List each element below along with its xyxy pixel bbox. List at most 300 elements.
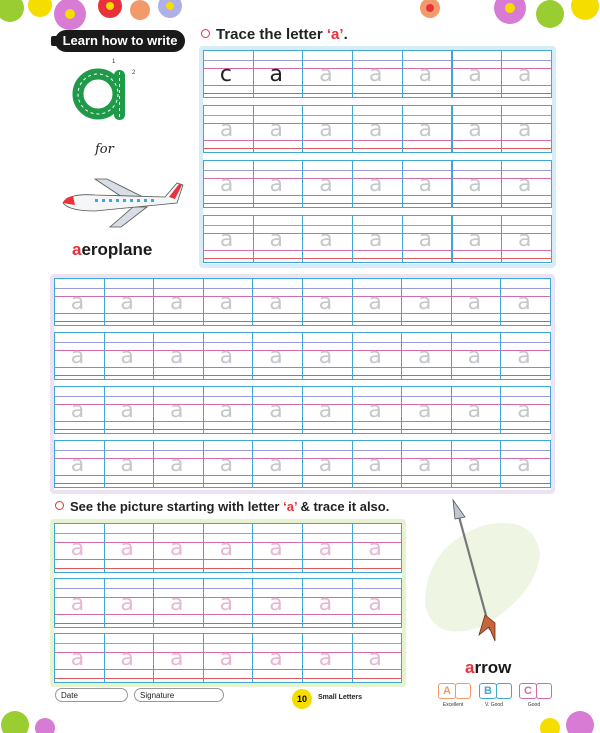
trace-cell[interactable] (302, 50, 353, 98)
trace-cell[interactable] (401, 386, 452, 434)
ghost-letter: a (418, 117, 433, 143)
guide-line (501, 396, 550, 397)
guide-line (453, 148, 502, 149)
ghost-letter: a (467, 290, 482, 316)
ghost-letter: a (467, 398, 482, 424)
guide-line (353, 93, 402, 94)
trace-cell[interactable] (153, 633, 204, 683)
guide-line (303, 225, 352, 226)
guide-line (204, 203, 253, 204)
trace-cell[interactable] (352, 332, 403, 380)
guide-line (502, 170, 551, 171)
guide-line (204, 321, 253, 322)
ghost-letter: a (417, 344, 432, 370)
ghost-letter: a (417, 452, 432, 478)
trace-cell[interactable] (153, 278, 204, 326)
guide-line (453, 258, 502, 259)
ghost-letter: a (368, 344, 382, 370)
trace-cell[interactable] (501, 50, 552, 98)
ghost-letter: a (269, 536, 283, 561)
trace-cell[interactable] (153, 332, 204, 380)
guide-line (501, 342, 550, 343)
guide-line (253, 533, 302, 534)
guide-line (303, 115, 352, 116)
guide-line (55, 483, 104, 484)
trace-cell[interactable] (104, 278, 155, 326)
aeroplane-word: aeroplane (72, 240, 153, 259)
trace-cell[interactable] (352, 578, 403, 628)
guide-line (154, 533, 203, 534)
guide-line (303, 623, 352, 624)
trace-cell[interactable] (252, 332, 303, 380)
guide-line (452, 342, 501, 343)
guide-line (453, 115, 502, 116)
trace-cell[interactable] (203, 50, 254, 98)
ghost-letter: a (518, 227, 532, 253)
guide-line (403, 93, 452, 94)
trace-cell[interactable] (451, 332, 502, 380)
trace-cell[interactable] (203, 332, 254, 380)
guide-line (353, 225, 402, 226)
trace-cell[interactable] (452, 160, 503, 208)
trace-cell[interactable] (203, 440, 254, 488)
trace-cell[interactable] (253, 215, 304, 263)
trace-cell[interactable] (352, 160, 403, 208)
guide-line (55, 623, 104, 624)
trace-cell[interactable] (54, 578, 105, 628)
date-field[interactable]: Date (55, 688, 128, 702)
guide-line (105, 450, 154, 451)
guide-line (353, 342, 402, 343)
guide-line (303, 321, 352, 322)
trace-cell[interactable] (252, 523, 303, 573)
trace-cell[interactable] (352, 215, 403, 263)
ghost-letter: a (368, 62, 383, 88)
guide-line (403, 148, 452, 149)
guide-line (353, 533, 402, 534)
ghost-letter: a (318, 536, 333, 561)
grade-caption: Good (527, 702, 541, 708)
trace-cell[interactable] (203, 633, 254, 683)
guide-line (303, 93, 352, 94)
trace-cell[interactable] (302, 215, 353, 263)
trace-cell[interactable] (252, 578, 303, 628)
guide-line (254, 258, 303, 259)
ghost-letter: a (120, 646, 134, 671)
guide-line (303, 429, 352, 430)
trace-cell[interactable] (252, 386, 303, 434)
ghost-letter: a (418, 62, 433, 88)
grade-b-badge: B (479, 683, 497, 699)
guide-line (55, 429, 104, 430)
guide-line (402, 375, 451, 376)
guide-line (204, 450, 253, 451)
ghost-letter: a (120, 290, 134, 316)
guide-line (353, 115, 402, 116)
guide-line (303, 342, 352, 343)
trace-cell[interactable] (401, 440, 452, 488)
guide-line (105, 342, 154, 343)
guide-line (154, 623, 203, 624)
trace-cell[interactable] (501, 215, 552, 263)
ghost-letter: a (468, 117, 482, 143)
guide-line (105, 588, 154, 589)
ghost-letter: a (219, 227, 234, 253)
trace-cell[interactable] (402, 105, 453, 153)
guide-line (452, 450, 501, 451)
guide-line (353, 396, 402, 397)
ghost-letter: a (269, 452, 283, 478)
guide-line (353, 678, 402, 679)
guide-line (204, 115, 253, 116)
trace-cell[interactable] (451, 278, 502, 326)
guide-line (254, 93, 303, 94)
guide-line (501, 375, 550, 376)
guide-line (254, 60, 303, 61)
trace-cell[interactable] (54, 633, 105, 683)
ghost-letter: a (169, 646, 184, 671)
bullet-icon (55, 501, 64, 510)
guide-line (204, 258, 253, 259)
guide-line (403, 225, 452, 226)
trace-cell[interactable] (302, 633, 353, 683)
guide-line (452, 321, 501, 322)
trace-cell[interactable] (352, 633, 403, 683)
trace-cell[interactable] (54, 523, 105, 573)
trace-cell[interactable] (153, 523, 204, 573)
guide-line (502, 93, 551, 94)
trace-cell[interactable] (252, 633, 303, 683)
ghost-letter: a (318, 452, 333, 478)
guide-line (353, 483, 402, 484)
trace-cell[interactable] (451, 440, 502, 488)
guide-line (453, 93, 502, 94)
ghost-letter: a (319, 117, 333, 143)
ghost-letter: a (169, 290, 184, 316)
guide-line (253, 450, 302, 451)
guide-line (105, 533, 154, 534)
ghost-letter: a (120, 344, 134, 370)
guide-line (353, 588, 402, 589)
guide-line (303, 375, 352, 376)
guide-line (353, 258, 402, 259)
trace-cell[interactable] (501, 105, 552, 153)
trace-cell[interactable] (302, 160, 353, 208)
trace-cell[interactable] (153, 578, 204, 628)
ghost-letter: a (518, 172, 532, 198)
trace-cell[interactable] (352, 440, 403, 488)
guide-line (204, 170, 253, 171)
guide-line (501, 288, 550, 289)
guide-line (254, 170, 303, 171)
guide-line (204, 375, 253, 376)
trace-cell[interactable] (153, 440, 204, 488)
ghost-letter: a (120, 398, 134, 424)
ghost-letter: a (468, 62, 482, 88)
signature-field[interactable]: Signature (134, 688, 224, 702)
ghost-letter: a (368, 117, 383, 143)
guide-line (154, 429, 203, 430)
guide-line (303, 483, 352, 484)
ghost-letter: a (169, 398, 184, 424)
trace-cell[interactable] (54, 332, 105, 380)
guide-line (303, 568, 352, 569)
trace-cell[interactable] (402, 50, 453, 98)
trace-cell[interactable] (500, 386, 551, 434)
trace-cell[interactable] (203, 105, 254, 153)
guide-line (303, 170, 352, 171)
trace-cell[interactable] (104, 633, 155, 683)
trace-cell[interactable] (302, 332, 353, 380)
ghost-letter: a (368, 172, 383, 198)
guide-line (403, 203, 452, 204)
ghost-letter: a (368, 591, 382, 616)
trace-cell[interactable] (451, 386, 502, 434)
guide-line (253, 483, 302, 484)
ghost-letter: a (219, 290, 234, 316)
trace-cell[interactable] (54, 278, 105, 326)
ghost-letter: a (70, 290, 85, 316)
trace-cell[interactable] (500, 332, 551, 380)
guide-line (253, 375, 302, 376)
guide-line (55, 450, 104, 451)
guide-line (502, 115, 551, 116)
trace-cell[interactable] (104, 578, 155, 628)
ghost-letter: a (269, 591, 283, 616)
ghost-letter: a (269, 117, 284, 143)
guide-line (105, 623, 154, 624)
guide-line (55, 375, 104, 376)
ghost-letter: a (269, 344, 283, 370)
learn-how-to-write-badge: Learn how to write (55, 30, 185, 52)
guide-line (303, 450, 352, 451)
guide-line (453, 203, 502, 204)
guide-line (154, 342, 203, 343)
guide-line (154, 568, 203, 569)
guide-line (154, 396, 203, 397)
guide-line (204, 588, 253, 589)
trace-cell[interactable] (302, 386, 353, 434)
trace-cell[interactable] (352, 50, 403, 98)
guide-line (303, 678, 352, 679)
ghost-letter: a (120, 591, 134, 616)
guide-line (254, 203, 303, 204)
guide-line (55, 568, 104, 569)
trace-cell[interactable] (153, 386, 204, 434)
guide-line (501, 321, 550, 322)
guide-line (204, 429, 253, 430)
instruction-heading-2: See the picture starting with letter ‘a’ & trace it also. (55, 499, 389, 514)
arrow-picture (415, 495, 555, 650)
guide-line (55, 533, 104, 534)
guide-line (204, 225, 253, 226)
trace-cell[interactable] (253, 50, 304, 98)
trace-cell[interactable] (203, 523, 254, 573)
ghost-letter: a (70, 344, 85, 370)
stroke-number-1: 1 (112, 59, 116, 65)
guide-line (204, 568, 253, 569)
guide-line (253, 623, 302, 624)
trace-cell[interactable] (302, 278, 353, 326)
trace-cell[interactable] (203, 215, 254, 263)
guide-line (253, 429, 302, 430)
ghost-letter: a (517, 344, 531, 370)
flower-decoration-top-right (410, 0, 600, 40)
ghost-letter: a (467, 344, 482, 370)
ghost-letter: a (169, 344, 184, 370)
guide-line (453, 225, 502, 226)
guide-line (303, 148, 352, 149)
guide-line (403, 60, 452, 61)
trace-cell[interactable] (452, 105, 503, 153)
model-letter: c (219, 62, 232, 88)
guide-line (105, 483, 154, 484)
guide-line (204, 93, 253, 94)
trace-cell[interactable] (500, 278, 551, 326)
trace-cell[interactable] (401, 278, 452, 326)
guide-line (502, 60, 551, 61)
guide-line (154, 321, 203, 322)
trace-cell[interactable] (253, 160, 304, 208)
guide-line (402, 342, 451, 343)
ghost-letter: a (219, 452, 234, 478)
guide-line (254, 115, 303, 116)
guide-line (452, 396, 501, 397)
guide-line (452, 429, 501, 430)
trace-cell[interactable] (203, 386, 254, 434)
trace-cell[interactable] (452, 215, 503, 263)
flower-decoration-bottom-left (0, 703, 70, 733)
trace-cell[interactable] (302, 105, 353, 153)
guide-line (502, 203, 551, 204)
guide-line (353, 623, 402, 624)
trace-cell[interactable] (302, 578, 353, 628)
guide-line (254, 148, 303, 149)
trace-cell[interactable] (104, 332, 155, 380)
guide-line (253, 396, 302, 397)
trace-cell[interactable] (352, 523, 403, 573)
trace-cell[interactable] (352, 386, 403, 434)
trace-grid-bottom (54, 523, 402, 683)
guide-line (303, 588, 352, 589)
trace-cell[interactable] (402, 215, 453, 263)
guide-line (353, 450, 402, 451)
ghost-letter: a (368, 398, 382, 424)
guide-line (105, 429, 154, 430)
trace-cell[interactable] (302, 440, 353, 488)
guide-line (154, 643, 203, 644)
guide-line (253, 678, 302, 679)
guide-line (55, 396, 104, 397)
guide-line (403, 258, 452, 259)
guide-line (105, 396, 154, 397)
guide-line (105, 568, 154, 569)
trace-cell[interactable] (252, 440, 303, 488)
trace-cell[interactable] (352, 278, 403, 326)
trace-cell[interactable] (402, 160, 453, 208)
guide-line (204, 533, 253, 534)
guide-line (353, 288, 402, 289)
guide-line (204, 483, 253, 484)
ghost-letter: a (219, 646, 234, 671)
guide-line (353, 321, 402, 322)
ghost-letter: a (417, 290, 432, 316)
guide-line (402, 450, 451, 451)
trace-cell[interactable] (203, 160, 254, 208)
trace-cell[interactable] (54, 386, 105, 434)
trace-cell[interactable] (104, 386, 155, 434)
guide-line (55, 288, 104, 289)
guide-line (502, 225, 551, 226)
guide-line (55, 588, 104, 589)
guide-line (105, 643, 154, 644)
guide-line (154, 588, 203, 589)
ghost-letter: a (269, 646, 283, 671)
ghost-letter: a (319, 62, 333, 88)
guide-line (452, 483, 501, 484)
trace-cell[interactable] (302, 523, 353, 573)
trace-cell[interactable] (501, 160, 552, 208)
guide-line (402, 396, 451, 397)
guide-line (402, 288, 451, 289)
guide-line (253, 288, 302, 289)
ghost-letter: a (517, 452, 531, 478)
ghost-letter: a (70, 646, 85, 671)
trace-cell[interactable] (352, 105, 403, 153)
guide-line (204, 342, 253, 343)
trace-cell[interactable] (452, 50, 503, 98)
trace-grid-top (203, 50, 552, 264)
ghost-letter: a (368, 536, 382, 561)
guide-line (105, 288, 154, 289)
trace-grid-middle (54, 278, 551, 490)
trace-cell[interactable] (203, 278, 254, 326)
trace-cell[interactable] (252, 278, 303, 326)
guide-line (204, 60, 253, 61)
grade-caption: V. Good (485, 702, 503, 708)
ghost-letter: a (368, 290, 382, 316)
trace-cell[interactable] (54, 440, 105, 488)
grade-a-badge: A (438, 683, 456, 699)
bullet-icon (201, 29, 210, 38)
ghost-letter: a (368, 452, 382, 478)
ghost-letter: a (518, 117, 532, 143)
ghost-letter: a (318, 591, 333, 616)
trace-cell[interactable] (104, 523, 155, 573)
ghost-letter: a (269, 172, 284, 198)
ghost-letter: a (219, 398, 234, 424)
trace-cell[interactable] (203, 578, 254, 628)
guide-line (55, 342, 104, 343)
guide-line (353, 643, 402, 644)
ghost-letter: a (120, 536, 134, 561)
trace-cell[interactable] (104, 440, 155, 488)
guide-line (253, 342, 302, 343)
ghost-letter: a (467, 452, 482, 478)
guide-line (204, 396, 253, 397)
stroke-number-2: 2 (132, 70, 136, 76)
guide-line (55, 678, 104, 679)
trace-cell[interactable] (401, 332, 452, 380)
ghost-letter: a (120, 452, 134, 478)
guide-line (501, 483, 550, 484)
guide-line (204, 288, 253, 289)
trace-cell[interactable] (253, 105, 304, 153)
trace-cell[interactable] (500, 440, 551, 488)
guide-line (402, 429, 451, 430)
ghost-letter: a (269, 290, 283, 316)
guide-line (403, 170, 452, 171)
